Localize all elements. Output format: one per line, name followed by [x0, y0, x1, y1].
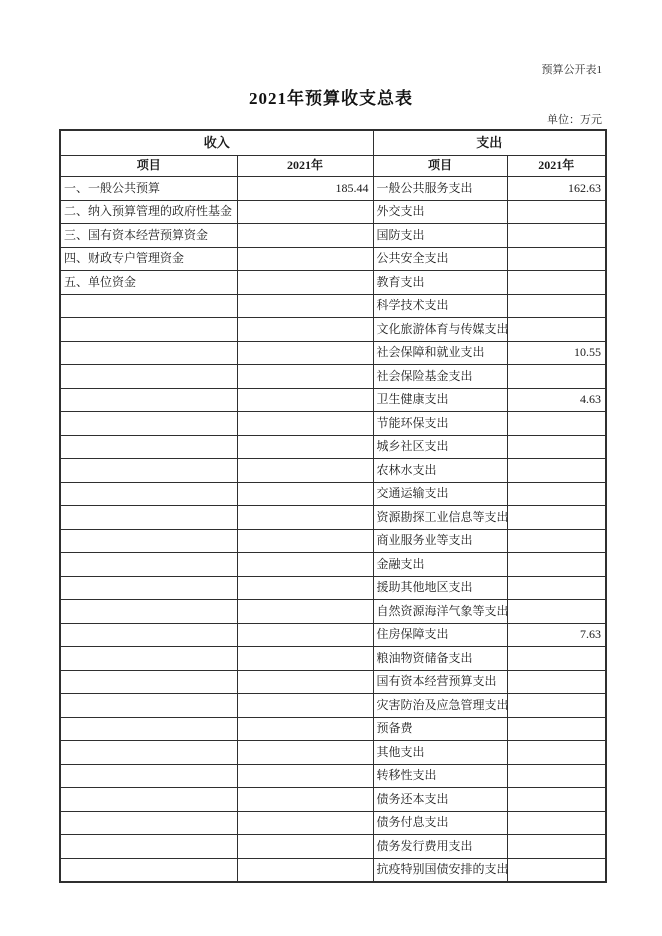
income-value-cell — [237, 506, 373, 530]
income-item-cell — [60, 365, 237, 389]
income-value-cell — [237, 200, 373, 224]
expense-value-cell — [507, 858, 606, 882]
expense-value-cell — [507, 224, 606, 248]
table-row — [60, 670, 606, 694]
table-row — [60, 412, 606, 436]
expense-item-cell: 社会保险基金支出 — [373, 365, 507, 389]
income-item-cell — [60, 412, 237, 436]
table-row — [60, 247, 606, 271]
income-item-cell — [60, 341, 237, 365]
income-item-cell — [60, 717, 237, 741]
income-item-cell: 四、财政专户管理资金 — [60, 247, 237, 271]
table-row — [60, 318, 606, 342]
expense-item-cell: 交通运输支出 — [373, 482, 507, 506]
expense-value-cell — [507, 576, 606, 600]
table-row — [60, 835, 606, 859]
table-row — [60, 529, 606, 553]
expense-value-cell — [507, 247, 606, 271]
table-row — [60, 741, 606, 765]
expense-item-cell: 转移性支出 — [373, 764, 507, 788]
income-item-cell — [60, 741, 237, 765]
income-item-cell — [60, 459, 237, 483]
expense-item-cell: 教育支出 — [373, 271, 507, 295]
table-row — [60, 459, 606, 483]
income-item-cell: 三、国有资本经营预算资金 — [60, 224, 237, 248]
expense-value-cell — [507, 412, 606, 436]
expense-item-cell: 外交支出 — [373, 200, 507, 224]
table-row — [60, 623, 606, 647]
income-item-cell — [60, 388, 237, 412]
expense-item-cell: 商业服务业等支出 — [373, 529, 507, 553]
doc-ref-label: 预算公开表1 — [541, 64, 602, 76]
expense-item-cell: 援助其他地区支出 — [373, 576, 507, 600]
expense-value-cell — [507, 600, 606, 624]
table-row — [60, 200, 606, 224]
table-row — [60, 482, 606, 506]
income-value-cell — [237, 529, 373, 553]
income-item-cell — [60, 647, 237, 671]
table-row — [60, 341, 606, 365]
income-value-cell — [237, 247, 373, 271]
expense-item-cell: 节能环保支出 — [373, 412, 507, 436]
expense-item-cell: 债务付息支出 — [373, 811, 507, 835]
income-item-cell — [60, 788, 237, 812]
table-row — [60, 553, 606, 577]
income-value-cell — [237, 435, 373, 459]
table-row — [60, 365, 606, 389]
expense-value-cell — [507, 553, 606, 577]
income-value-cell — [237, 835, 373, 859]
expense-item-cell: 自然资源海洋气象等支出 — [373, 600, 507, 624]
income-item-cell: 一、一般公共预算 — [60, 177, 237, 201]
expense-item-cell: 债务发行费用支出 — [373, 835, 507, 859]
income-item-cell: 二、纳入预算管理的政府性基金 — [60, 200, 237, 224]
expense-item-column-header: 项目 — [373, 156, 507, 177]
income-value-cell — [237, 294, 373, 318]
expense-item-cell: 资源勘探工业信息等支出 — [373, 506, 507, 530]
expense-item-cell: 住房保障支出 — [373, 623, 507, 647]
income-value-cell — [237, 365, 373, 389]
income-value-cell — [237, 388, 373, 412]
expense-value-cell — [507, 835, 606, 859]
income-value-cell — [237, 459, 373, 483]
table-row — [60, 811, 606, 835]
income-item-cell — [60, 294, 237, 318]
expense-value-cell — [507, 764, 606, 788]
income-item-cell — [60, 318, 237, 342]
income-value-cell — [237, 482, 373, 506]
expense-item-cell: 科学技术支出 — [373, 294, 507, 318]
table-row — [60, 764, 606, 788]
income-item-cell — [60, 670, 237, 694]
expense-item-cell: 公共安全支出 — [373, 247, 507, 271]
table-row — [60, 177, 606, 201]
table-row — [60, 788, 606, 812]
table-row — [60, 294, 606, 318]
income-item-cell — [60, 858, 237, 882]
budget-table — [59, 129, 607, 883]
expense-item-cell: 卫生健康支出 — [373, 388, 507, 412]
expense-value-cell: 4.63 — [507, 388, 606, 412]
income-item-cell — [60, 553, 237, 577]
expense-value-cell — [507, 271, 606, 295]
income-value-cell — [237, 647, 373, 671]
income-year-column-header: 2021年 — [237, 156, 373, 177]
income-value-cell — [237, 811, 373, 835]
income-value-cell — [237, 318, 373, 342]
expense-value-cell — [507, 365, 606, 389]
income-item-cell: 五、单位资金 — [60, 271, 237, 295]
expense-value-cell: 162.63 — [507, 177, 606, 201]
expense-item-cell: 灾害防治及应急管理支出 — [373, 694, 507, 718]
income-item-cell — [60, 694, 237, 718]
expense-item-cell: 其他支出 — [373, 741, 507, 765]
table-row — [60, 694, 606, 718]
income-item-cell — [60, 623, 237, 647]
income-item-cell — [60, 506, 237, 530]
expense-value-cell — [507, 506, 606, 530]
table-body — [60, 177, 606, 883]
expense-section-header: 支出 — [373, 130, 606, 156]
income-item-column-header: 项目 — [60, 156, 237, 177]
table-row — [60, 717, 606, 741]
table-row — [60, 576, 606, 600]
income-item-cell — [60, 529, 237, 553]
income-value-cell — [237, 788, 373, 812]
table-row — [60, 388, 606, 412]
table-row — [60, 858, 606, 882]
expense-value-cell — [507, 811, 606, 835]
expense-item-cell: 债务还本支出 — [373, 788, 507, 812]
income-item-cell — [60, 576, 237, 600]
income-value-cell — [237, 694, 373, 718]
expense-item-cell: 农林水支出 — [373, 459, 507, 483]
income-value-cell — [237, 224, 373, 248]
expense-item-cell: 城乡社区支出 — [373, 435, 507, 459]
expense-item-cell: 文化旅游体育与传媒支出 — [373, 318, 507, 342]
table-row — [60, 224, 606, 248]
income-value-cell: 185.44 — [237, 177, 373, 201]
expense-value-cell — [507, 482, 606, 506]
expense-value-cell — [507, 670, 606, 694]
section-header-row — [60, 130, 606, 156]
expense-value-cell — [507, 435, 606, 459]
expense-item-cell: 金融支出 — [373, 553, 507, 577]
income-value-cell — [237, 600, 373, 624]
expense-value-cell — [507, 694, 606, 718]
expense-item-cell: 抗疫特别国债安排的支出 — [373, 858, 507, 882]
table-row — [60, 506, 606, 530]
income-value-cell — [237, 764, 373, 788]
income-item-cell — [60, 811, 237, 835]
income-value-cell — [237, 341, 373, 365]
expense-item-cell: 国有资本经营预算支出 — [373, 670, 507, 694]
expense-value-cell — [507, 647, 606, 671]
expense-value-cell: 7.63 — [507, 623, 606, 647]
expense-value-cell — [507, 318, 606, 342]
table-row — [60, 647, 606, 671]
expense-item-cell: 预备费 — [373, 717, 507, 741]
income-item-cell — [60, 764, 237, 788]
expense-value-cell — [507, 459, 606, 483]
expense-value-cell — [507, 294, 606, 318]
expense-value-cell — [507, 741, 606, 765]
income-item-cell — [60, 435, 237, 459]
unit-label: 单位：万元 — [547, 114, 602, 126]
expense-value-cell: 10.55 — [507, 341, 606, 365]
expense-item-cell: 一般公共服务支出 — [373, 177, 507, 201]
income-item-cell — [60, 482, 237, 506]
column-header-row — [60, 156, 606, 177]
income-value-cell — [237, 741, 373, 765]
expense-value-cell — [507, 788, 606, 812]
income-value-cell — [237, 412, 373, 436]
income-value-cell — [237, 553, 373, 577]
table-row — [60, 271, 606, 295]
income-value-cell — [237, 623, 373, 647]
income-item-cell — [60, 600, 237, 624]
income-value-cell — [237, 858, 373, 882]
income-value-cell — [237, 670, 373, 694]
expense-value-cell — [507, 717, 606, 741]
income-value-cell — [237, 717, 373, 741]
income-item-cell — [60, 835, 237, 859]
income-section-header: 收入 — [60, 130, 373, 156]
expense-value-cell — [507, 200, 606, 224]
income-value-cell — [237, 271, 373, 295]
table-row — [60, 435, 606, 459]
expense-value-cell — [507, 529, 606, 553]
expense-item-cell: 社会保障和就业支出 — [373, 341, 507, 365]
expense-item-cell: 粮油物资储备支出 — [373, 647, 507, 671]
income-value-cell — [237, 576, 373, 600]
table-row — [60, 600, 606, 624]
page-title: 2021年预算收支总表 — [249, 89, 413, 108]
expense-item-cell: 国防支出 — [373, 224, 507, 248]
expense-year-column-header: 2021年 — [507, 156, 606, 177]
